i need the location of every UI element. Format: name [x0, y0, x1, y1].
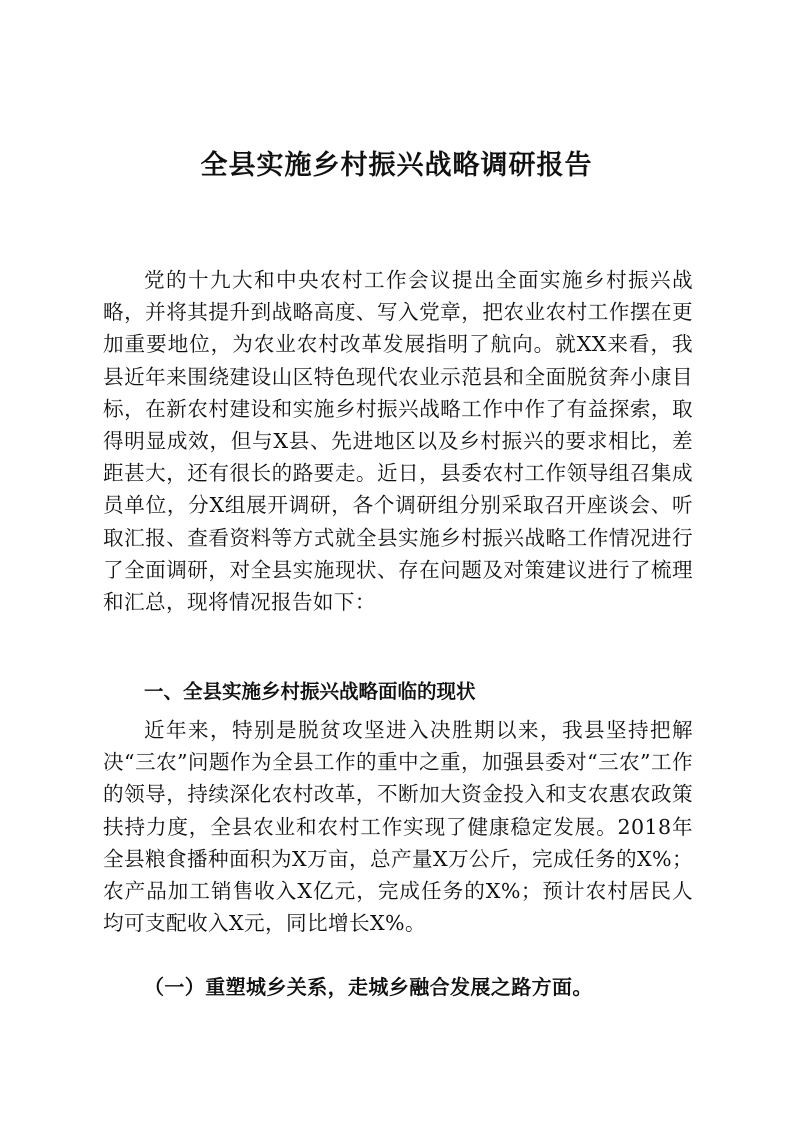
subsection-heading: （一）重塑城乡关系，走城乡融合发展之路方面。	[144, 975, 593, 999]
document-title: 全县实施乡村振兴战略调研报告	[200, 150, 593, 181]
intro-paragraph: 党的十九大和中央农村工作会议提出全面实施乡村振兴战略，并将其提升到战略高度、写入党章，把农业农村工作摆在更加重要地位，为农业农村改革发展指明了航向。就XX来看，我县近年来围绕建设山区特色现代农业示范县和全面脱贫奔小康目标，在新农村建设和实施乡村振兴战略工作中作了有益探索，取得明显成效，但与X县、先进地区以及乡村振兴的要求相比，差距甚大，还有很长的路要走。近日，县委农村工作领导组召集成员单位，分X组展开调研，各个调研组分别采取召开座谈会、听取汇报、查看资料等方式就全县实施乡村振兴战略工作情况进行了全面调研，对全县实施现状、存在问题及对策建议进行了梳理和汇总，现将情况报告如下：	[103, 268, 693, 615]
section-heading: 一、全县实施乡村振兴战略面临的现状	[144, 680, 476, 703]
section-paragraph: 近年来，特别是脱贫攻坚进入决胜期以来，我县坚持把解决“三农”问题作为全县工作的重中之重，加强县委对“三农”工作的领导，持续深化农村改革，不断加大资金投入和支农惠农政策扶持力度，全县农业和农村工作实现了健康稳定发展。2018年全县粮食播种面积为X万亩，总产量X万公斤，完成任务的X%；农产品加工销售收入X亿元，完成任务的X%；预计农村居民人均可支配收入X元，同比增长X%。	[103, 718, 693, 936]
